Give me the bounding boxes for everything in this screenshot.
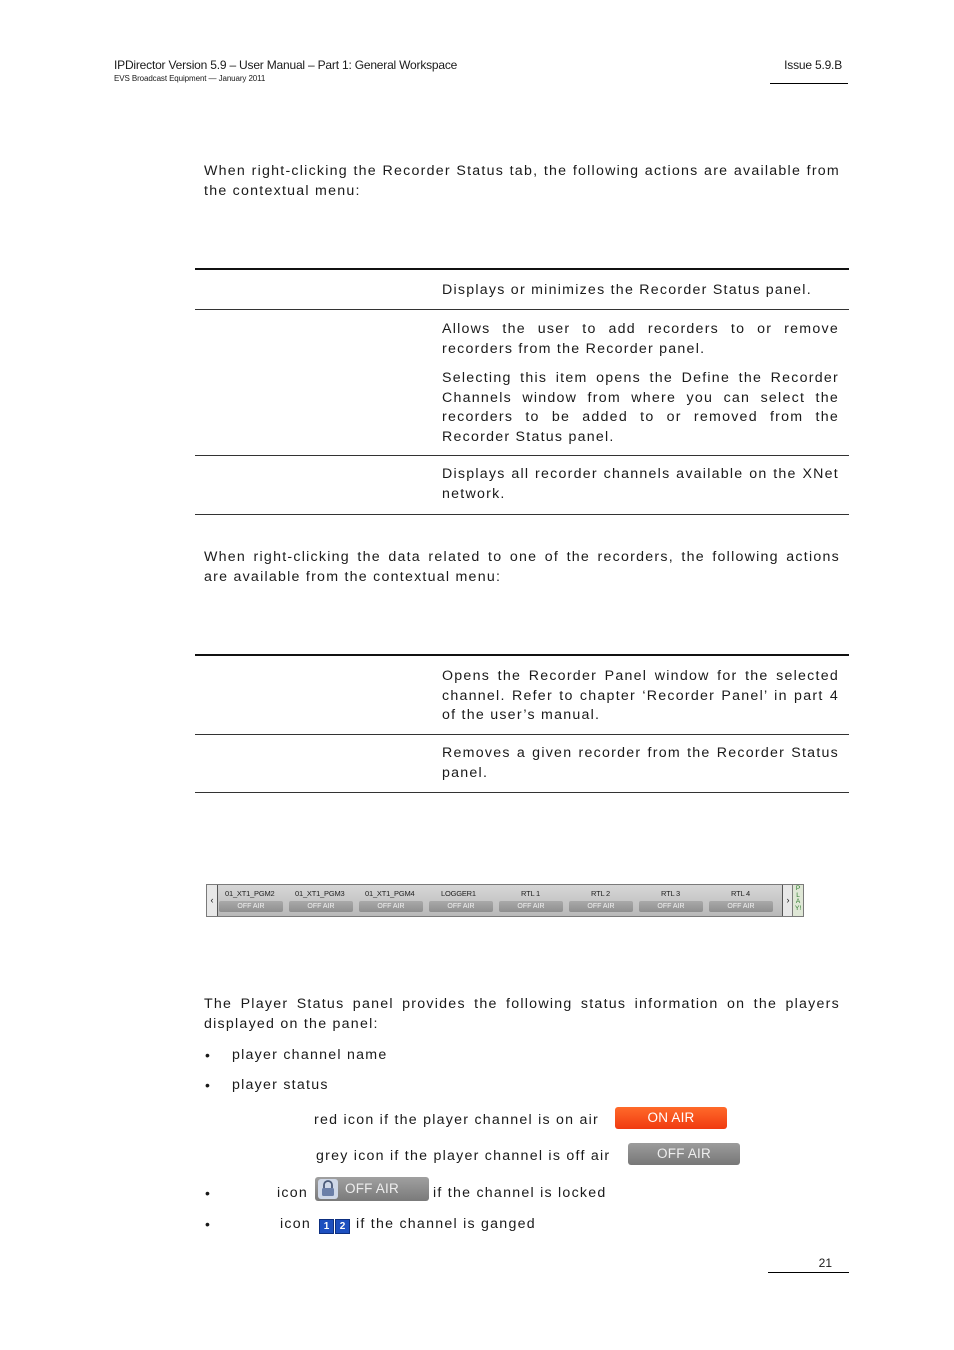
recorder-channel[interactable]: [289, 888, 355, 916]
scroll-right-arrow-icon[interactable]: ›: [782, 885, 793, 916]
header-issue: Issue 5.9.B: [784, 58, 842, 72]
row-text: Opens the Recorder Panel window for the selected channel. Refer to chapter ‘Recorder Panel’ in part 4 of the user’s manual.: [442, 668, 839, 723]
play-side-label: [792, 884, 804, 917]
row-description: [442, 735, 839, 783]
header-rule: [770, 83, 848, 84]
channel-name: RTL 1: [521, 889, 541, 898]
row-description: [442, 270, 839, 301]
channel-status: OFF AIR: [499, 901, 563, 912]
recorder-channel[interactable]: [429, 888, 495, 916]
lock-suffix: if the channel is locked: [433, 1185, 607, 1201]
table-row: [195, 270, 849, 310]
bullet-icon: •: [205, 1047, 210, 1063]
side-letters: PLAY!: [795, 885, 802, 912]
gang-number: 2: [335, 1219, 350, 1234]
channel-status: OFF AIR: [709, 901, 773, 912]
table-row: [195, 310, 849, 456]
red-icon-text: red icon if the player channel is on air: [314, 1112, 600, 1128]
locked-off-air-badge: [315, 1177, 429, 1201]
lock-badge-label: OFF AIR: [345, 1181, 399, 1196]
gang-prefix: icon: [280, 1216, 312, 1232]
recorder-channel[interactable]: [639, 888, 705, 916]
lock-prefix: icon: [277, 1185, 309, 1201]
channel-status: OFF AIR: [219, 901, 283, 912]
grey-icon-text: grey icon if the player channel is off air: [316, 1148, 611, 1164]
channel-name: RTL 3: [661, 889, 681, 898]
bullet-icon: •: [205, 1216, 210, 1232]
table-row: [195, 735, 849, 793]
footer-rule: [768, 1272, 849, 1273]
row-description: [442, 656, 839, 726]
row-text: Removes a given recorder from the Recorder Status panel.: [442, 745, 839, 781]
gang-icon: [319, 1216, 353, 1231]
channel-status: OFF AIR: [639, 901, 703, 912]
row-text: Selecting this item opens the Define the Recorder Channels window from where you can select the recorders to be added to or removed from the Recorder Status panel.: [442, 370, 839, 445]
recorder-channel[interactable]: [359, 888, 425, 916]
bullet-item: player channel name: [232, 1047, 388, 1063]
channel-status: OFF AIR: [429, 901, 493, 912]
gang-number: 1: [319, 1219, 334, 1234]
row-text: Displays all recorder channels available on the XNet network.: [442, 466, 839, 502]
row-text: Displays or minimizes the Recorder Status panel.: [442, 282, 812, 298]
recorder-status-bar: [206, 884, 794, 917]
channel-name: 01_XT1_PGM2: [225, 889, 275, 898]
channel-status: OFF AIR: [359, 901, 423, 912]
bullet-item: player status: [232, 1077, 329, 1093]
lock-icon: [318, 1179, 338, 1199]
recorder-data-intro: When right-clicking the data related to one of the recorders, the following actions are available from the contextual menu:: [204, 549, 840, 585]
table-row: [195, 456, 849, 515]
row-description: [442, 310, 839, 447]
page-number: 21: [818, 1256, 832, 1270]
recorder-channel[interactable]: [499, 888, 565, 916]
recorder-tab-menu-table: [195, 268, 849, 515]
off-air-badge: OFF AIR: [628, 1143, 740, 1165]
row-description: [442, 456, 839, 504]
channel-name: 01_XT1_PGM4: [365, 889, 415, 898]
header-title: IPDirector Version 5.9 – User Manual – Part 1: General Workspace: [114, 58, 458, 72]
player-status-intro: The Player Status panel provides the following status information on the players displayed on the panel:: [204, 996, 840, 1032]
table-row: [195, 656, 849, 735]
channel-status: OFF AIR: [569, 901, 633, 912]
channel-name: RTL 4: [731, 889, 751, 898]
channel-status: OFF AIR: [289, 901, 353, 912]
row-text: Allows the user to add recorders to or remove recorders from the Recorder panel.: [442, 321, 839, 357]
bullet-icon: •: [205, 1077, 210, 1093]
recorder-channel[interactable]: [219, 888, 285, 916]
channel-name: LOGGER1: [441, 889, 476, 898]
recorder-data-menu-table: [195, 654, 849, 793]
recorder-channel[interactable]: [569, 888, 635, 916]
bullet-icon: •: [205, 1185, 210, 1201]
channel-name: 01_XT1_PGM3: [295, 889, 345, 898]
scroll-left-arrow-icon[interactable]: ‹: [207, 885, 218, 916]
gang-suffix: if the channel is ganged: [356, 1216, 536, 1232]
recorder-tab-intro: When right-clicking the Recorder Status tab, the following actions are available from the contextual menu:: [204, 163, 840, 199]
header-subtitle: EVS Broadcast Equipment — January 2011: [114, 74, 266, 83]
recorder-channel[interactable]: [709, 888, 775, 916]
on-air-badge: ON AIR: [615, 1107, 727, 1129]
channel-name: RTL 2: [591, 889, 611, 898]
